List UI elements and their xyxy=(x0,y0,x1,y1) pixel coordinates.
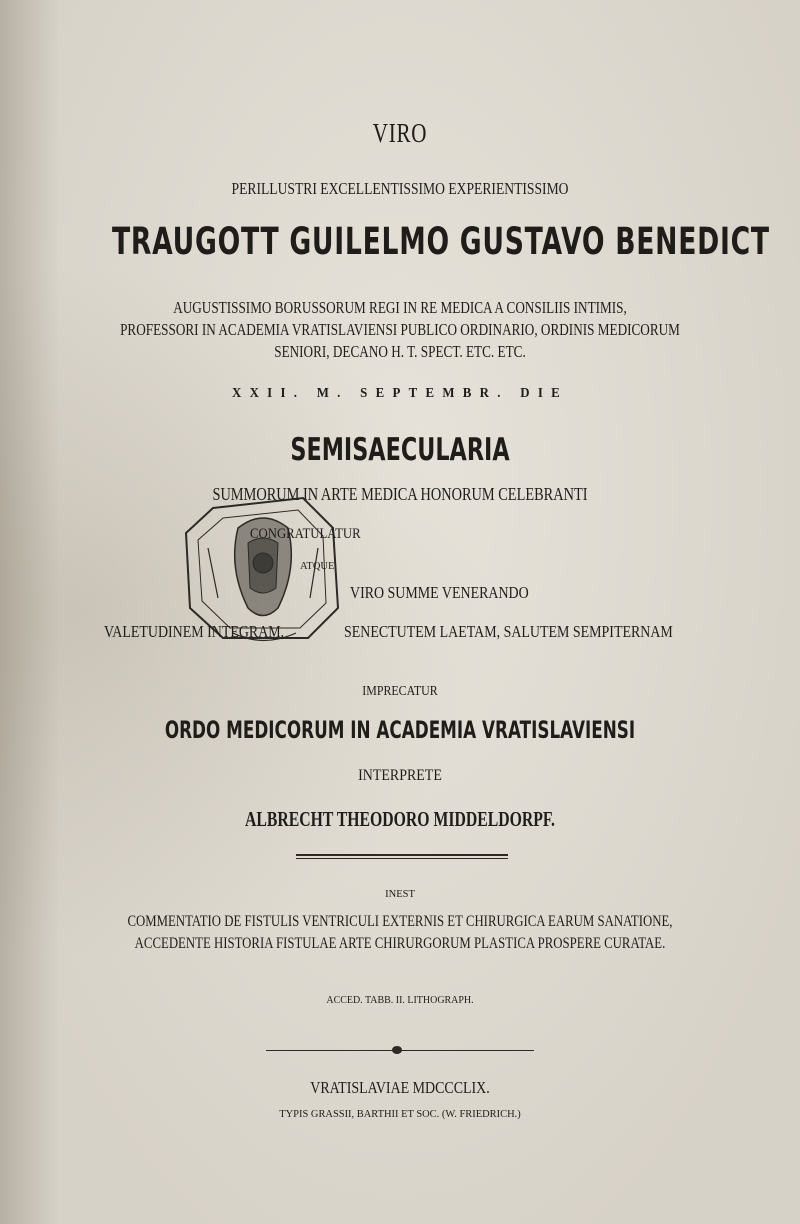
atque-line: ATQUE xyxy=(300,561,335,572)
epithets-line: PERILLUSTRI EXCELLENTISSIMO EXPERIENTISSIMO xyxy=(231,179,569,198)
titles-line-2: PROFESSORI IN ACADEMIA VRATISLAVIENSI PUBLICO ORDINARIO, ORDINIS MEDICORUM xyxy=(120,320,680,339)
senectutem-text: SENECTUTEM LAETAM, SALUTEM SEMPITERNAM xyxy=(344,622,673,641)
titles-block xyxy=(80,297,720,363)
titles-line-1: AUGUSTISSIMO BORUSSORUM REGI IN RE MEDICA A CONSILIIS INTIMIS, xyxy=(173,298,627,317)
page-edge-stain xyxy=(0,0,60,1224)
divider-rule xyxy=(296,854,508,859)
inest-label: INEST xyxy=(385,889,415,900)
date-line: XXII. M. SEPTEMBR. DIE xyxy=(231,386,569,401)
imprecatur-line: IMPRECATUR xyxy=(362,684,438,699)
occasion-title: SEMISAECULARIA xyxy=(290,432,510,468)
congratulatur-line: CONGRATULATUR xyxy=(250,526,361,542)
honoree-name: TRAUGOTT GUILELMO GUSTAVO BENEDICT xyxy=(112,220,770,263)
summe-venerando-line: VIRO SUMME VENERANDO xyxy=(350,583,529,602)
commentatio-line-1: COMMENTATIO DE FISTULIS VENTRICULI EXTERNIS ET CHIRURGICA EARUM SANATIONE, xyxy=(127,913,673,930)
ornament-diamond-icon xyxy=(392,1046,402,1054)
acced-line: ACCED. TABB. II. LITHOGRAPH. xyxy=(326,995,474,1006)
summorum-line: SUMMORUM IN ARTE MEDICA HONORUM CELEBRANTI xyxy=(212,484,588,504)
interprete-line: INTERPRETE xyxy=(358,767,442,784)
heading-viro: VIRO xyxy=(372,118,428,148)
commentatio-block xyxy=(80,911,720,955)
ordo-line: ORDO MEDICORUM IN ACADEMIA VRATISLAVIENSI xyxy=(164,716,636,744)
interpreter-name: ALBRECHT THEODORO MIDDELDORPF. xyxy=(245,807,555,831)
printer-line: TYPIS GRASSII, BARTHII ET SOC. (W. FRIEDRICH.) xyxy=(279,1108,521,1120)
commentatio-line-2: ACCEDENTE HISTORIA FISTULAE ARTE CHIRURGORUM PLASTICA PROSPERE CURATAE. xyxy=(134,935,666,952)
titles-line-3: SENIORI, DECANO H. T. SPECT. ETC. ETC. xyxy=(274,342,526,361)
valetudinem-text: VALETUDINEM INTEGRAM, xyxy=(104,622,285,641)
place-year-line: VRATISLAVIAE MDCCCLIX. xyxy=(310,1078,490,1097)
